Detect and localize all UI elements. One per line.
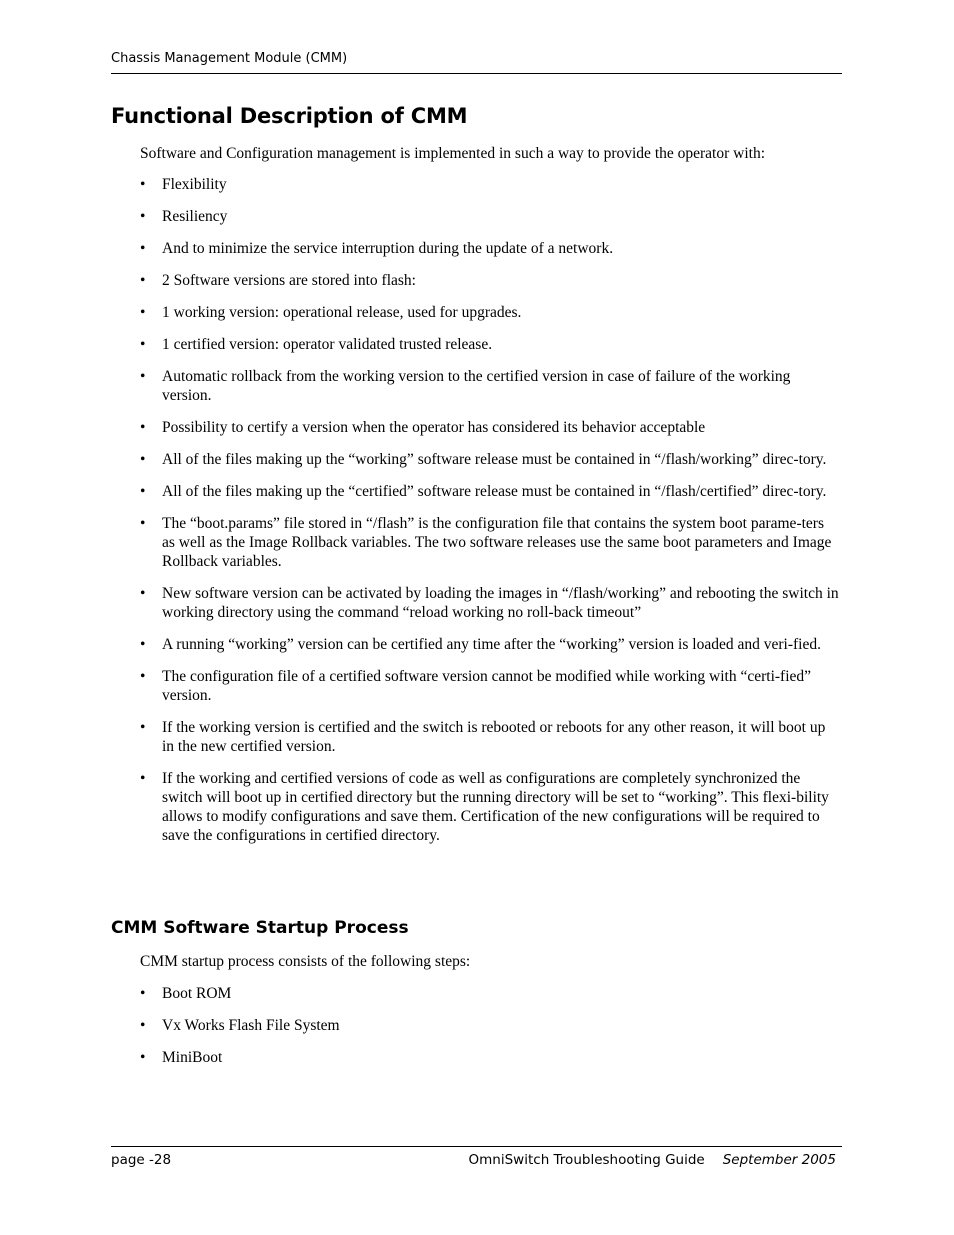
bullet-icon: • [140,985,146,1002]
list-item: • Boot ROM [140,985,232,1002]
subsection-title: CMM Software Startup Process [111,918,409,938]
bullet-icon: • [140,451,146,468]
list-item: • MiniBoot [140,1049,223,1066]
list-item: • Automatic rollback from the working version to the certified version in case of failure of the working version. [140,368,791,404]
bullet-icon: • [140,208,146,225]
list-item: • 1 certified version: operator validated trusted release. [140,336,493,353]
bullet-icon: • [140,176,146,193]
startup-steps-list [140,984,840,1080]
bullet-icon: • [140,719,146,736]
bullet-icon: • [140,1049,146,1066]
list-item: • Flexibility [140,176,227,193]
list-item: • 1 working version: operational release, used for upgrades. [140,304,522,321]
list-item: • All of the files making up the “working” software release must be contained in “/flash/working” direc-tory. [140,451,827,468]
footer-title [469,1152,836,1168]
bullet-icon: • [140,515,146,532]
list-item: • A running “working” version can be certified any time after the “working” version is loaded and veri-fied. [140,636,821,653]
list-item: • Vx Works Flash File System [140,1017,340,1034]
bullet-icon: • [140,668,146,685]
list-item: • Resiliency [140,208,228,225]
list-item: • All of the files making up the “certified” software release must be contained in “/flash/certified” direc-tory. [140,483,827,500]
list-item: • New software version can be activated by loading the images in “/flash/working” and rebooting the switch in working directory using the command “reload working no roll-back timeout” [140,585,839,621]
bullet-icon: • [140,419,146,436]
guide-title: OmniSwitch Troubleshooting Guide [468,1152,705,1168]
bullet-icon: • [140,483,146,500]
bullet-icon: • [140,770,146,787]
list-item: • And to minimize the service interruption during the update of a network. [140,240,614,257]
section-title: Functional Description of CMM [111,104,468,128]
list-item: • Possibility to certify a version when the operator has considered its behavior acceptable [140,419,706,436]
section-intro: Software and Configuration management is implemented in such a way to provide the operator with: [140,145,766,162]
running-header: Chassis Management Module (CMM) [111,51,348,66]
bullet-icon: • [140,240,146,257]
header-rule [111,73,842,74]
subsection-intro: CMM startup process consists of the following steps: [140,953,471,970]
list-item: • The configuration file of a certified software version cannot be modified while working with “certi-fied” version. [140,668,812,704]
page-number: page -28 [111,1152,172,1168]
list-item: • 2 Software versions are stored into flash: [140,272,416,289]
bullet-icon: • [140,636,146,653]
publication-date: September 2005 [722,1152,836,1168]
bullet-icon: • [140,368,146,385]
feature-bullet-list [140,175,840,858]
list-item: • If the working version is certified and the switch is rebooted or reboots for any other reason, it will boot up in the new certified version. [140,719,826,755]
list-item: • The “boot.params” file stored in “/flash” is the configuration file that contains the system boot parame-ters as well as the Image Rollback variables. The two software releases use the same boot parameters and Image Rollback variables. [140,515,832,570]
bullet-icon: • [140,585,146,602]
list-item: • If the working and certified versions of code as well as configurations are completely synchronized the switch will boot up in certified directory but the running directory will be set to “working”. This flexi-bility allows to modify configurations and save them. Certification of the new configurations will be required to save the configurations in certified directory. [140,770,829,844]
bullet-icon: • [140,272,146,289]
bullet-icon: • [140,336,146,353]
bullet-icon: • [140,304,146,321]
bullet-icon: • [140,1017,146,1034]
footer-rule [111,1146,842,1147]
